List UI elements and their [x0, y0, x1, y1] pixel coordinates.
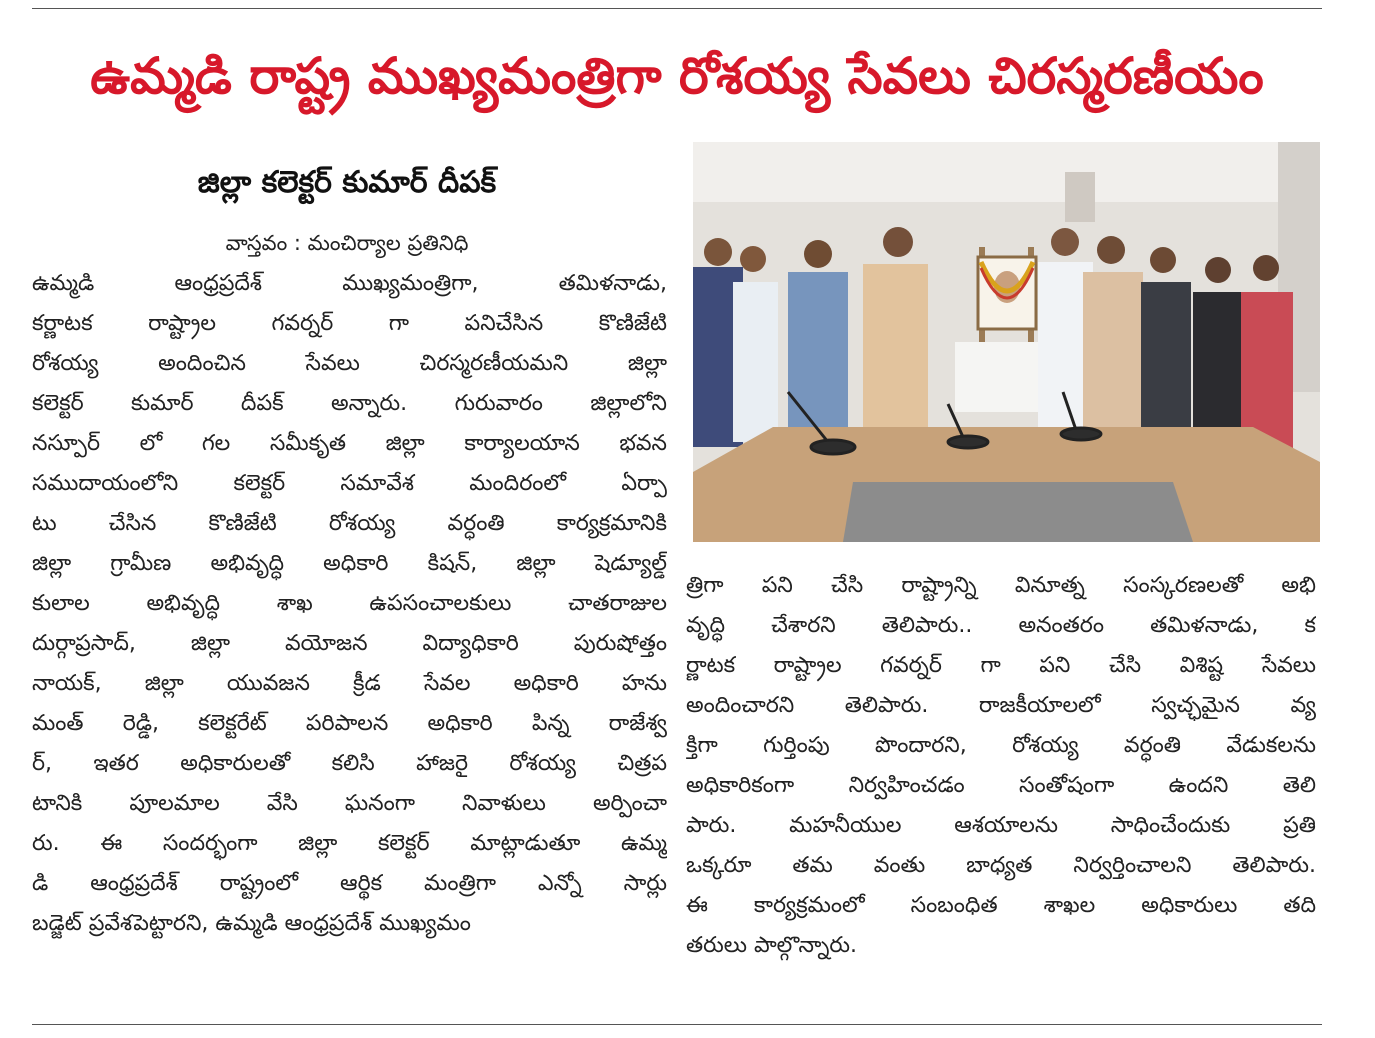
bottom-rule — [32, 1024, 1322, 1025]
article-line: త్రిగా పని చేసి రాష్ట్రాన్ని వినూత్న సంస్కరణలతో అభి — [686, 573, 1316, 598]
article-left-column — [32, 264, 667, 944]
article-line: డి ఆంధ్రప్రదేశ్ రాష్ట్రంలో ఆర్థిక మంత్రిగా ఎన్నో సార్లు — [32, 871, 667, 896]
article-line: బడ్జెట్ ప్రవేశపెట్టారని, ఉమ్మడి ఆంధ్రప్రదేశ్ ముఖ్యమం — [32, 911, 471, 936]
article-line: సముదాయంలోని కలెక్టర్ సమావేశ మందిరంలో ఏర్పా — [32, 471, 667, 496]
article-line: జిల్లా గ్రామీణ అభివృద్ధి అధికారి కిషన్, జిల్లా షెడ్యూల్డ్ — [32, 551, 667, 576]
article-line: మంత్ రెడ్డి, కలెక్టరేట్ పరిపాలన అధికారి పిన్న రాజేశ్వ — [32, 711, 667, 736]
article-line: క్తిగా గుర్తింపు పొందారని, రోశయ్య వర్ధంతి వేడుకలను — [686, 733, 1316, 758]
subheadline: జిల్లా కలెక్టర్ కుమార్ దీపక్ — [197, 165, 497, 200]
article-line: టానికి పూలమాల వేసి ఘనంగా నివాళులు అర్పించా — [32, 791, 667, 816]
article-line: దుర్గాప్రసాద్, జిల్లా వయోజన విద్యాధికారి పురుషోత్తం — [32, 631, 667, 656]
article-line: రోశయ్య అందించిన సేవలు చిరస్మరణీయమని జిల్లా — [32, 351, 667, 376]
article-line: ర్, ఇతర అధికారులతో కలిసి హాజరై రోశయ్య చిత్రప — [32, 751, 667, 776]
article-right-column — [686, 566, 1316, 966]
article-line: అధికారికంగా నిర్వహించడం సంతోషంగా ఉందని తెలి — [686, 773, 1316, 798]
article-line: అందించారని తెలిపారు. రాజకీయాలలో స్వచ్ఛమైన వ్య — [686, 693, 1316, 718]
article-line: కలెక్టర్ కుమార్ దీపక్ అన్నారు. గురువారం జిల్లాలోని — [32, 391, 667, 416]
article-line: కర్ణాటక రాష్ట్రాల గవర్నర్ గా పనిచేసిన కొణిజేటి — [32, 311, 667, 336]
article-line: రు. ఈ సందర్భంగా జిల్లా కలెక్టర్ మాట్లాడుతూ ఉమ్మ — [32, 831, 667, 856]
article-line: తరులు పాల్గొన్నారు. — [686, 933, 858, 958]
article-line: పారు. మహనీయుల ఆశయాలను సాధించేందుకు ప్రతి — [686, 813, 1316, 838]
top-rule — [32, 8, 1322, 9]
photo-illustration — [693, 142, 1320, 542]
article-line: ర్ణాటక రాష్ట్రాల గవర్నర్ గా పని చేసి విశిష్ట సేవలు — [686, 653, 1316, 678]
article-line: నస్పూర్ లో గల సమీకృత జిల్లా కార్యాలయాన భవన — [32, 431, 667, 456]
dateline: వాస్తవం : మంచిర్యాల ప్రతినిధి — [225, 231, 469, 255]
headline: ఉమ్మడి రాష్ట్ర ముఖ్యమంత్రిగా రోశయ్య సేవలు చిరస్మరణీయం — [90, 47, 1264, 105]
news-photo — [693, 142, 1320, 542]
article-line: టు చేసిన కొణిజేటి రోశయ్య వర్ధంతి కార్యక్రమానికి — [32, 511, 667, 536]
article-line: కులాల అభివృద్ధి శాఖ ఉపసంచాలకులు చాతరాజుల — [32, 591, 667, 616]
article-line: ఈ కార్యక్రమంలో సంబంధిత శాఖల అధికారులు తది — [686, 893, 1316, 918]
article-line: ఉమ్మడి ఆంధ్రప్రదేశ్ ముఖ్యమంత్రిగా, తమిళనాడు, — [32, 271, 667, 296]
article-line: ఒక్కరూ తమ వంతు బాధ్యత నిర్వర్తించాలని తెలిపారు. — [686, 853, 1316, 878]
article-line: వృద్ధి చేశారని తెలిపారు.. అనంతరం తమిళనాడు, క — [686, 613, 1316, 638]
article-line: నాయక్, జిల్లా యువజన క్రీడ సేవల అధికారి హను — [32, 671, 667, 696]
